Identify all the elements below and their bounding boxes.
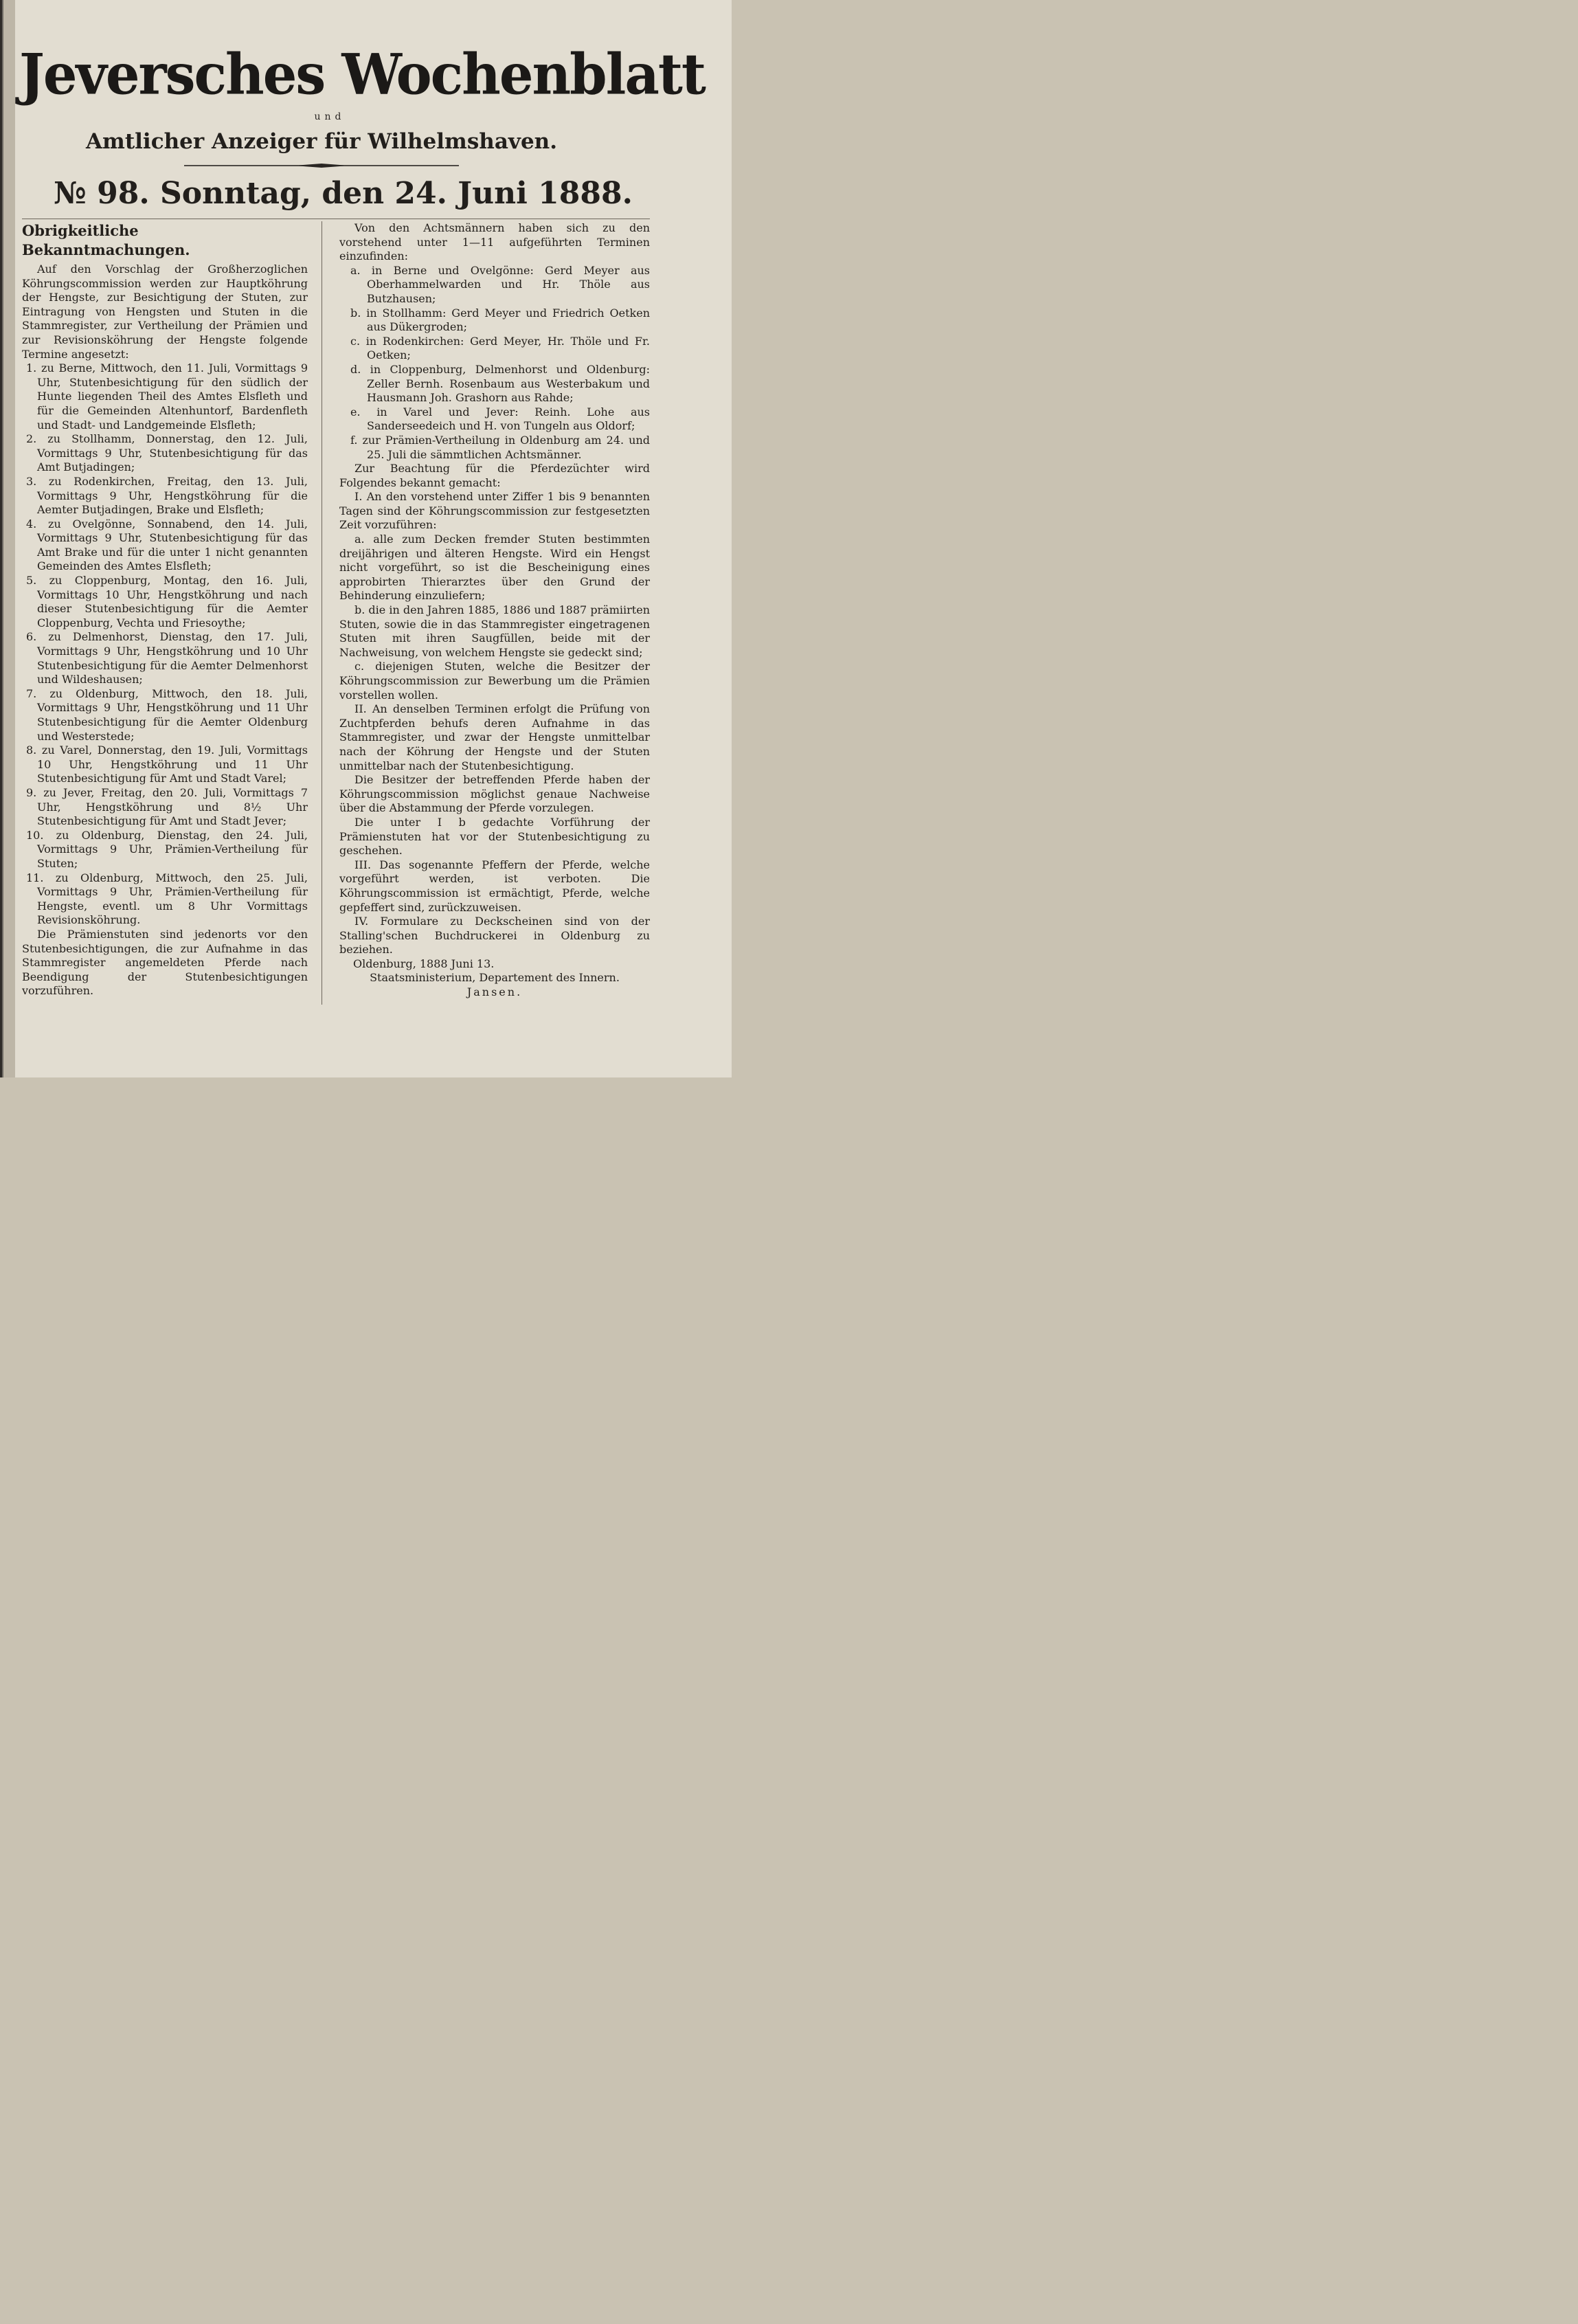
section-i-c: c. diejenigen Stuten, welche die Besitzer der Köhrungscommission zur Bewerbung um die Prämien vorstellen wollen.: [339, 660, 650, 702]
schedule-item: 9. zu Jever, Freitag, den 20. Juli, Vormittags 7 Uhr, Hengstköhrung und 8½ Uhr Stutenbesichtigung für Amt und Stadt Jever;: [26, 785, 308, 828]
adjacent-page-margin: [1, 103, 12, 996]
schedule-item: 11. zu Oldenburg, Mittwoch, den 25. Juli, Vormittags 9 Uhr, Prämien-Vertheilung für Hengste, eventl. um 8 Uhr Vormittags Revisionsköhrung.: [26, 871, 308, 927]
achtsmaenner-item: d. in Cloppenburg, Delmenhorst und Oldenburg: Zeller Bernh. Rosenbaum aus Westerbakum und Hausmann Joh. Grashorn aus Rahde;: [350, 362, 650, 405]
section-heading: Obrigkeitliche Bekanntmachungen.: [22, 222, 190, 258]
section-iv: IV. Formulare zu Deckscheinen sind von der Stalling'schen Buchdruckerei in Oldenburg zu beziehen.: [339, 915, 650, 957]
issue-dateline: № 98. Sonntag, den 24. Juni 1888.: [54, 176, 633, 211]
schedule-item: 6. zu Delmenhorst, Dienstag, den 17. Juli, Vormittags 9 Uhr, Hengstköhrung und 10 Uhr Stutenbesichtigung für die Aemter Delmenhorst und Wildeshausen;: [26, 630, 308, 686]
section-ii-praemien: Die unter I b gedachte Vorführung der Prämienstuten hat vor der Stutenbesichtigung zu geschehen.: [339, 815, 650, 858]
masthead-title: Jeversches Wochenblatt: [19, 41, 705, 108]
ministry-line: Staatsministerium, Departement des Innern.: [370, 971, 620, 985]
achtsmaenner-item: c. in Rodenkirchen: Gerd Meyer, Hr. Thöle und Fr. Oetken;: [350, 334, 650, 362]
masthead-subtitle: Amtlicher Anzeiger für Wilhelmshaven.: [85, 129, 557, 154]
section-ii-owners: Die Besitzer der betreffenden Pferde haben der Köhrungscommission möglichst genaue Nachweise über die Abstammung der Pferde vorzulegen.: [339, 773, 650, 815]
schedule-item: 8. zu Varel, Donnerstag, den 19. Juli, Vormittags 10 Uhr, Hengstköhrung und 11 Uhr Stutenbesichtigung für Amt und Stadt Varel;: [26, 744, 308, 785]
achtsmaenner-item: f. zur Prämien-Vertheilung in Oldenburg am 24. und 25. Juli die sämmtlichen Achtsmänner.: [350, 433, 650, 461]
ornamental-rule: [184, 164, 459, 168]
schedule-item: 7. zu Oldenburg, Mittwoch, den 18. Juli, Vormittags 9 Uhr, Hengstköhrung und 11 Uhr Stutenbesichtigung für die Aemter Oldenburg und Westerstede;: [26, 686, 308, 743]
intro-paragraph: Auf den Vorschlag der Großherzoglichen Köhrungscommission werden zur Hauptköhrung der Hengste, zur Besichtigung der Stuten, zur Eintragung von Hengsten und Stuten in die Stammregister, zur Vertheilung der Prämien und zur Revisionsköhrung der Hengste folgende Termine angesetzt:: [22, 262, 308, 361]
schedule-item: 5. zu Cloppenburg, Montag, den 16. Juli, Vormittags 10 Uhr, Hengstköhrung und nach dieser Stutenbesichtigung für die Aemter Cloppenburg, Vechta und Friesoythe;: [26, 574, 308, 629]
section-i: I. An den vorstehend unter Ziffer 1 bis 9 benannten Tagen sind der Köhrungscommission zur festgesetzten Zeit vorzuführen:: [339, 490, 650, 532]
signature: Jansen.: [466, 985, 523, 999]
schedule-item: 4. zu Ovelgönne, Sonnabend, den 14. Juli, Vormittags 9 Uhr, Stutenbesichtigung für das Amt Brake und für die unter 1 nicht genannten Gemeinden des Amtes Elsfleth;: [26, 517, 308, 573]
masthead-und: und: [314, 111, 346, 122]
place-date: Oldenburg, 1888 Juni 13.: [353, 957, 495, 970]
closing-paragraph: Die Prämienstuten sind jedenorts vor den Stutenbesichtigungen, die zur Aufnahme in das Stammregister angemeldeten Pferde nach Beendigung der Stutenbesichtigungen vorzuführen.: [22, 927, 308, 998]
schedule-item: 3. zu Rodenkirchen, Freitag, den 13. Juli, Vormittags 9 Uhr, Hengstköhrung für die Aemter Butjadingen, Brake und Elsfleth;: [26, 474, 308, 517]
section-ii: II. An denselben Terminen erfolgt die Prüfung von Zuchtpferden behufs deren Aufnahme in das Stammregister, und zwar der Hengste unmittelbar nach der Köhrung der Hengste und der Stuten unmittelbar nach der Stutenbesichtigung.: [339, 702, 650, 772]
achtsmaenner-item: e. in Varel und Jever: Reinh. Lohe aus Sanderseedeich und H. von Tungeln aus Oldorf;: [350, 405, 650, 433]
beachtung-paragraph: Zur Beachtung für die Pferdezüchter wird Folgendes bekannt gemacht:: [339, 462, 650, 489]
schedule-item: 2. zu Stollhamm, Donnerstag, den 12. Juli, Vormittags 9 Uhr, Stutenbesichtigung für das Amt Butjadingen;: [26, 432, 308, 474]
schedule-item: 10. zu Oldenburg, Dienstag, den 24. Juli, Vormittags 9 Uhr, Prämien-Vertheilung für Stuten;: [26, 828, 308, 870]
section-i-a: a. alle zum Decken fremder Stuten bestimmten dreijährigen und älteren Hengste. Wird ein Hengst nicht vorgeführt, so ist die Bescheinigung eines approbirten Thierarztes über den Grund der Behinderung einzuliefern;: [339, 533, 650, 603]
section-i-b: b. die in den Jahren 1885, 1886 und 1887 prämiirten Stuten, sowie die in das Stammregister eingetragenen Stuten mit ihren Saugfüllen, beide mit der Nachweisung, von welchem Hengste sie gedeckt sind;: [339, 603, 650, 659]
achtsmaenner-intro: Von den Achtsmännern haben sich zu den vorstehend unter 1—11 aufgeführten Terminen einzufinden:: [339, 221, 650, 263]
newspaper-page: [0, 0, 732, 1077]
achtsmaenner-item: b. in Stollhamm: Gerd Meyer und Friedrich Oetken aus Dükergroden;: [350, 306, 650, 334]
section-iii: III. Das sogenannte Pfeffern der Pferde, welche vorgeführt werden, ist verboten. Die Köhrungscommission ist ermächtigt, Pferde, welche gepfeffert sind, zurückzuweisen.: [339, 858, 650, 914]
achtsmaenner-item: a. in Berne und Ovelgönne: Gerd Meyer aus Oberhammelwarden und Hr. Thöle aus Butzhausen;: [350, 263, 650, 305]
schedule-item: 1. zu Berne, Mittwoch, den 11. Juli, Vormittags 9 Uhr, Stutenbesichtigung für den südlich der Hunte liegenden Theil des Amtes Elsfleth und für die Gemeinden Altenhuntorf, Bardenfleth und Stadt- und Landgemeinde Elsfleth;: [26, 361, 308, 432]
right-column: [339, 221, 650, 1000]
left-column: [22, 221, 308, 998]
